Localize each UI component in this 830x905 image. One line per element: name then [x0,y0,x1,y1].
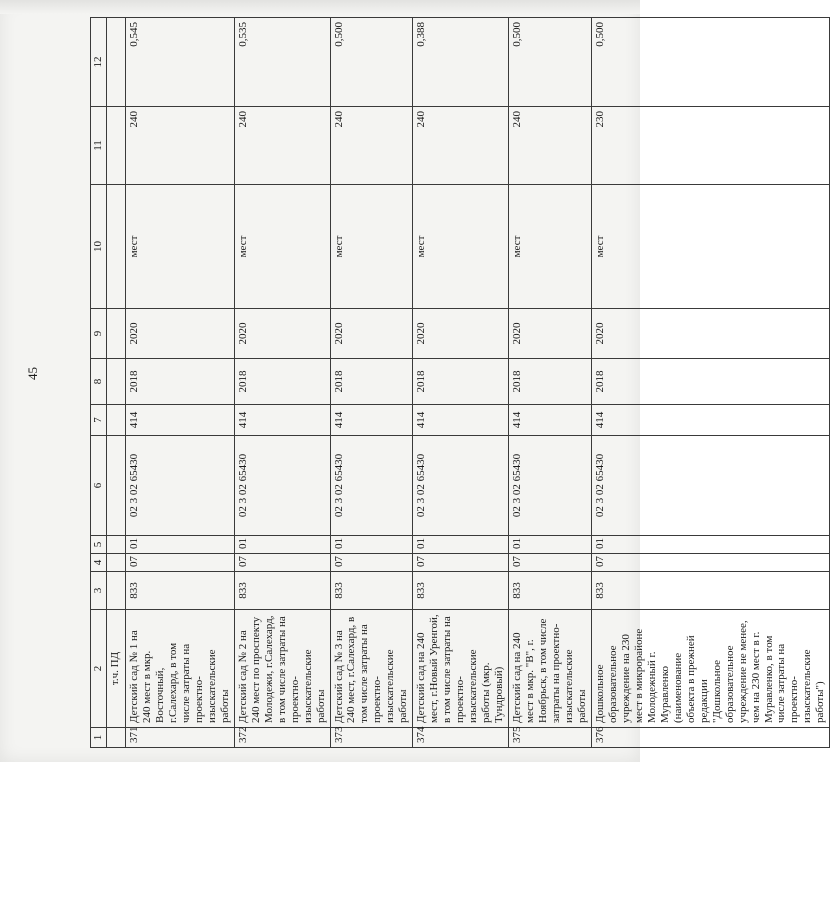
rotated-table-container [90,18,827,748]
subheader-cell [106,309,125,359]
section-07-cell: 07 [234,554,330,572]
amount-cell: 0,535 [234,18,330,107]
column-header-6: 6 [91,436,107,536]
code-833-cell: 833 [125,572,234,610]
table-row [330,18,413,748]
start-year-cell: 2018 [125,359,234,405]
row-number-cell: 371 [125,728,234,748]
unit-cell: мест [330,185,413,309]
end-year-cell: 2020 [509,309,592,359]
end-year-cell: 2020 [125,309,234,359]
code-833-cell: 833 [591,572,829,610]
subheader-cell [106,728,125,748]
end-year-cell: 2020 [330,309,413,359]
column-header-8: 8 [91,359,107,405]
object-name-cell: Детский сад № 3 на 240 мест, г.Салехард, в том числе затраты на проектно-изыскательские работы [330,610,413,728]
subsection-01-cell: 01 [234,536,330,554]
subsection-01-cell: 01 [509,536,592,554]
subheader-cell [106,185,125,309]
capacity-cell: 230 [591,107,829,185]
subheader-cell [106,536,125,554]
code-833-cell: 833 [234,572,330,610]
capacity-cell: 240 [330,107,413,185]
table-row [591,18,829,748]
row-number-cell: 373 [330,728,413,748]
column-header-9: 9 [91,309,107,359]
column-header-12: 12 [91,18,107,107]
subheader-cell [106,107,125,185]
code-833-cell: 833 [413,572,509,610]
section-07-cell: 07 [509,554,592,572]
subsection-01-cell: 01 [125,536,234,554]
section-07-cell: 07 [413,554,509,572]
unit-cell: мест [509,185,592,309]
target-article-cell: 02 3 02 65430 [234,436,330,536]
table-row [509,18,592,748]
column-header-4: 4 [91,554,107,572]
target-article-cell: 02 3 02 65430 [591,436,829,536]
subheader-cell [106,18,125,107]
row-number-cell: 375 [509,728,592,748]
start-year-cell: 2018 [330,359,413,405]
subsection-01-cell: 01 [591,536,829,554]
start-year-cell: 2018 [234,359,330,405]
end-year-cell: 2020 [234,309,330,359]
expense-type-cell: 414 [330,405,413,436]
capacity-cell: 240 [125,107,234,185]
object-name-cell: Дошкольное образовательное учреждение на 230 мест в микрорайоне Молодежный г. Муравленко (наименование объекта в прежней редакции "Дошкольное образовательное учреждение не менее, чем на 230 мест в г. Муравленко, в том числе затраты на проектно-изыскательские работы") [591,610,829,728]
object-name-cell: Детский сад № 1 на 240 мест в мкр. Восточный, г.Салехард, в том числе затраты на проектно-изыскательские работы [125,610,234,728]
object-name-cell: Детский сад № 2 на 240 мест по проспекту Молодежи, г.Салехард, в том числе затраты на проектно-изыскательские работы [234,610,330,728]
subheader-cell [106,554,125,572]
object-name-cell: Детский сад на 240 мест в мкр. "В", г. Ноябрьск, в том числе затраты на проектно-изыскательские работы [509,610,592,728]
target-article-cell: 02 3 02 65430 [413,436,509,536]
capacity-cell: 240 [509,107,592,185]
subheader-row [106,18,125,748]
end-year-cell: 2020 [413,309,509,359]
column-header-5: 5 [91,536,107,554]
expense-type-cell: 414 [234,405,330,436]
capacity-cell: 240 [234,107,330,185]
section-07-cell: 07 [125,554,234,572]
section-07-cell: 07 [330,554,413,572]
row-number-cell: 372 [234,728,330,748]
table-row [413,18,509,748]
amount-cell: 0,500 [591,18,829,107]
table-row [125,18,234,748]
expense-type-cell: 414 [125,405,234,436]
end-year-cell: 2020 [591,309,829,359]
target-article-cell: 02 3 02 65430 [509,436,592,536]
subheader-cell [106,359,125,405]
column-header-10: 10 [91,185,107,309]
subheader-cell [106,436,125,536]
subheader-cell [106,405,125,436]
code-833-cell: 833 [509,572,592,610]
subsection-01-cell: 01 [413,536,509,554]
start-year-cell: 2018 [413,359,509,405]
target-article-cell: 02 3 02 65430 [330,436,413,536]
capacity-cell: 240 [413,107,509,185]
column-number-row [91,18,107,748]
amount-cell: 0,545 [125,18,234,107]
column-header-7: 7 [91,405,107,436]
start-year-cell: 2018 [509,359,592,405]
amount-cell: 0,500 [509,18,592,107]
expense-type-cell: 414 [509,405,592,436]
expense-type-cell: 414 [591,405,829,436]
subsection-01-cell: 01 [330,536,413,554]
table-row [234,18,330,748]
section-07-cell: 07 [591,554,829,572]
column-header-3: 3 [91,572,107,610]
column-header-2: 2 [91,610,107,728]
page-number: 45 [25,367,40,380]
start-year-cell: 2018 [591,359,829,405]
investment-table [90,17,830,748]
expense-type-cell: 414 [413,405,509,436]
subheader-cell [106,572,125,610]
row-number-cell: 376 [591,728,829,748]
unit-cell: мест [125,185,234,309]
column-header-11: 11 [91,107,107,185]
amount-cell: 0,500 [330,18,413,107]
target-article-cell: 02 3 02 65430 [125,436,234,536]
amount-cell: 0,388 [413,18,509,107]
row-number-cell: 374 [413,728,509,748]
object-name-cell: Детский сад на 240 мест, г.Новый Уренгой, в том числе затраты на проектно-изыскательские работы (мкр. Тундровый) [413,610,509,728]
unit-cell: мест [413,185,509,309]
subheader-cell: т.ч. ПД [106,610,125,728]
column-header-1: 1 [91,728,107,748]
unit-cell: мест [234,185,330,309]
unit-cell: мест [591,185,829,309]
code-833-cell: 833 [330,572,413,610]
